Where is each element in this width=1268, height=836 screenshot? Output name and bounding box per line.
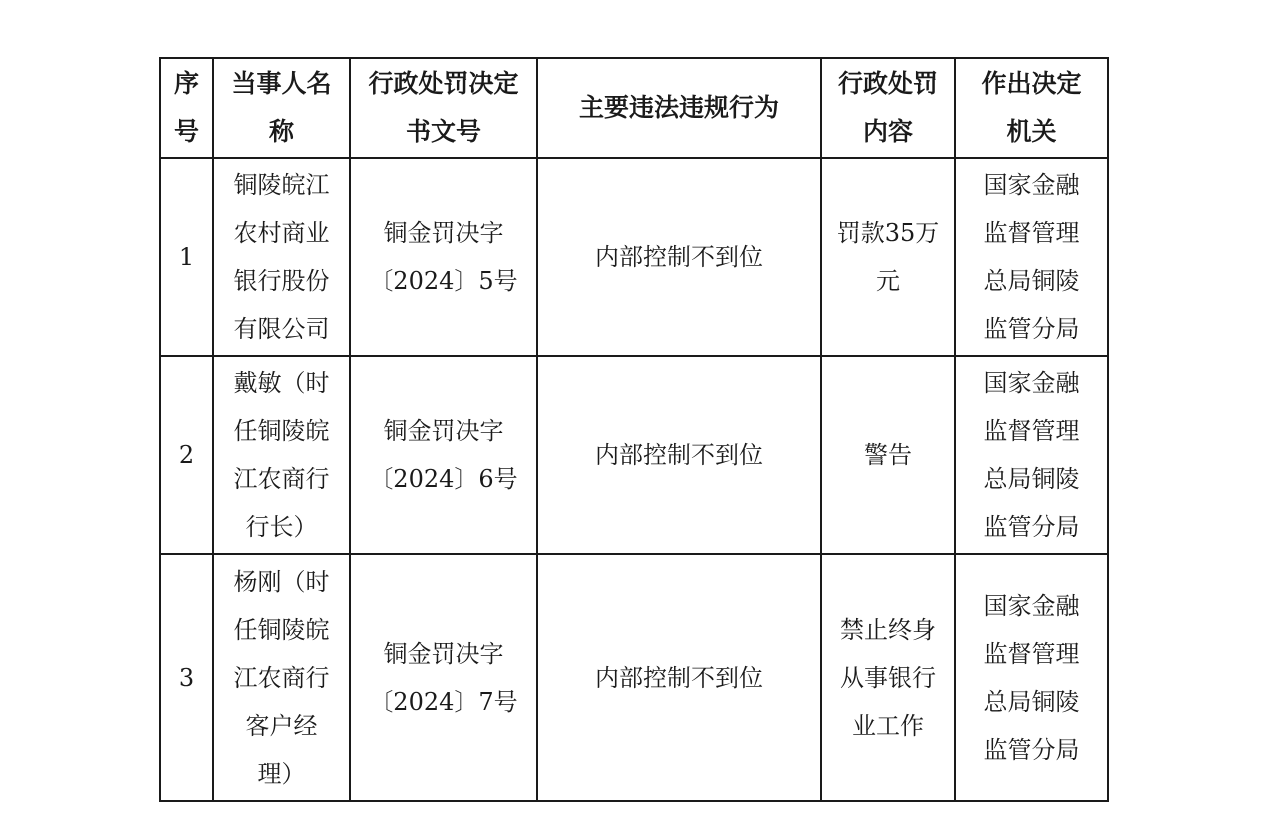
header-authority <box>955 58 1108 158</box>
doc-number-line: 〔2024〕5号 <box>369 267 518 295</box>
header-penalty <box>821 58 955 158</box>
row-violation: 内部控制不到位 <box>537 554 821 801</box>
party-line: 任铜陵皖 <box>233 615 330 644</box>
party-line: 江农商行 <box>233 465 330 493</box>
row-doc-number <box>350 554 537 801</box>
authority-line: 监督管理 <box>983 639 1080 668</box>
authority-line: 监督管理 <box>983 417 1080 445</box>
penalty-line: 从事银行 <box>840 663 936 692</box>
party-line: 有限公司 <box>233 315 330 343</box>
doc-number-line: 铜金罚决字 <box>383 639 504 668</box>
table-row <box>160 554 1108 801</box>
row-doc-number <box>350 356 537 554</box>
header-doc-number-line: 书文号 <box>405 117 481 146</box>
row-authority <box>955 356 1108 554</box>
row-penalty <box>821 356 955 554</box>
header-party-line: 当事人名 <box>231 69 332 98</box>
row-no: 1 <box>160 158 213 356</box>
authority-line: 总局铜陵 <box>983 267 1080 295</box>
table-header-row <box>160 58 1108 158</box>
header-doc-number <box>350 58 537 158</box>
row-no: 3 <box>160 554 213 801</box>
authority-line: 监管分局 <box>983 735 1080 764</box>
row-penalty <box>821 554 955 801</box>
party-line: 戴敏（时 <box>233 369 330 397</box>
party-line: 任铜陵皖 <box>233 417 330 445</box>
doc-number-line: 铜金罚决字 <box>383 417 504 445</box>
header-no-line: 序 <box>173 69 199 98</box>
party-line: 银行股份 <box>233 267 330 295</box>
row-doc-number <box>350 158 537 356</box>
authority-line: 国家金融 <box>983 171 1080 199</box>
authority-line: 总局铜陵 <box>983 687 1080 716</box>
header-party-line: 称 <box>268 117 294 146</box>
party-line: 铜陵皖江 <box>233 171 330 199</box>
header-violation-line: 主要违法违规行为 <box>578 93 779 122</box>
header-doc-number-line: 行政处罚决定 <box>368 69 519 98</box>
authority-line: 总局铜陵 <box>983 465 1080 493</box>
party-line: 农村商业 <box>233 219 330 247</box>
header-penalty-line: 内容 <box>862 117 913 146</box>
table-row <box>160 356 1108 554</box>
table-row <box>160 158 1108 356</box>
authority-line: 监管分局 <box>983 513 1080 541</box>
authority-line: 国家金融 <box>983 369 1080 397</box>
row-party <box>213 356 350 554</box>
row-party <box>213 158 350 356</box>
penalty-line: 警告 <box>864 441 912 469</box>
header-penalty-line: 行政处罚 <box>837 69 938 98</box>
penalty-line: 禁止终身 <box>840 615 936 644</box>
header-violation <box>537 58 821 158</box>
penalty-table <box>159 57 1109 802</box>
doc-number-line: 〔2024〕6号 <box>369 465 518 493</box>
header-authority-line: 机关 <box>1006 117 1057 146</box>
row-penalty <box>821 158 955 356</box>
party-line: 客户经 <box>245 711 318 740</box>
doc-number-line: 〔2024〕7号 <box>369 687 518 716</box>
authority-line: 监管分局 <box>983 315 1080 343</box>
row-no: 2 <box>160 356 213 554</box>
penalty-line: 元 <box>876 267 900 295</box>
header-authority-line: 作出决定 <box>981 69 1082 98</box>
penalty-line: 业工作 <box>852 711 924 740</box>
party-line: 杨刚（时 <box>233 567 330 596</box>
row-violation: 内部控制不到位 <box>537 356 821 554</box>
authority-line: 监督管理 <box>983 219 1080 247</box>
party-line: 江农商行 <box>233 663 330 692</box>
header-party <box>213 58 350 158</box>
header-no <box>160 58 213 158</box>
authority-line: 国家金融 <box>983 591 1080 620</box>
penalty-line: 罚款35万 <box>836 219 940 247</box>
row-authority <box>955 554 1108 801</box>
doc-number-line: 铜金罚决字 <box>383 219 504 247</box>
row-violation: 内部控制不到位 <box>537 158 821 356</box>
row-authority <box>955 158 1108 356</box>
header-no-line: 号 <box>173 117 199 146</box>
row-party <box>213 554 350 801</box>
party-line: 行长） <box>245 513 318 541</box>
party-line: 理） <box>257 759 306 788</box>
